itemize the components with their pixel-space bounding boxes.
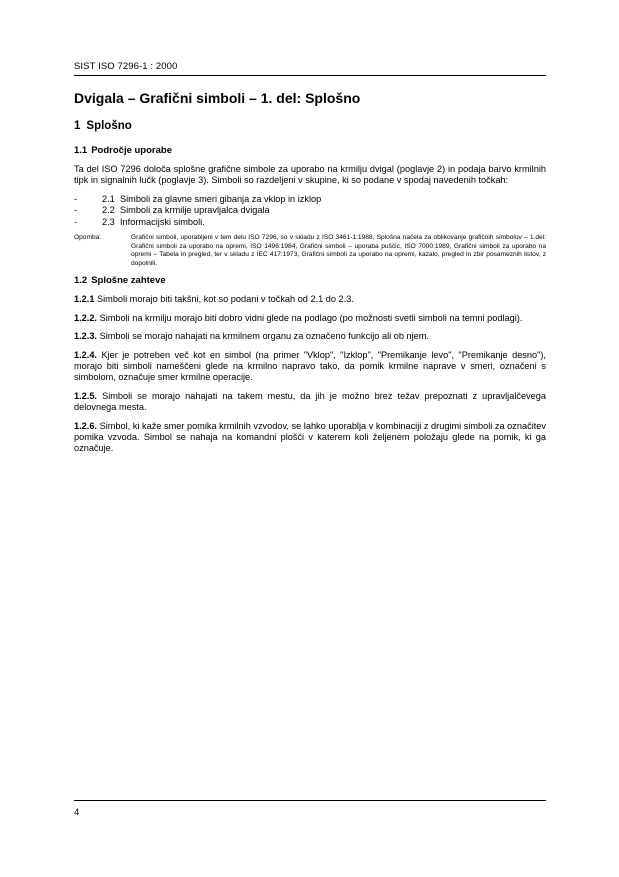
clause-number: 1.2.1 — [74, 294, 95, 305]
subsection-number: 1.2 — [74, 275, 88, 287]
running-header: SIST ISO 7296-1 : 2000 — [74, 61, 178, 72]
subsection-1-2-heading — [74, 275, 546, 287]
clause-text: Simboli se morajo nahajati na krmilnem organu za označeno funkcijo ali ob njem. — [99, 331, 429, 342]
header-divider — [74, 75, 546, 76]
subsection-number: 1.1 — [74, 145, 88, 156]
list-dash: - — [74, 193, 78, 204]
requirement-paragraph — [74, 294, 546, 305]
subsection-title: Področje uporabe — [91, 145, 172, 156]
list-item — [74, 217, 546, 228]
list-item — [74, 205, 546, 216]
clause-text: Simboli morajo biti takšni, kot so podani v točkah od 2.1 do 2.3. — [97, 294, 354, 305]
note-label: Opomba: — [74, 234, 102, 242]
requirement-paragraph — [74, 313, 546, 324]
clause-number: 1.2.3. — [74, 331, 97, 342]
note-text: Grafični simboli, uporabljeni v tem delu ISO 7296, so v skladu z ISO 3461-1:1988, Splošna načela za oblikovanje grafičnih simbolov – 1.del: Grafični simboli za uporabo na opremi, ISO 1496:1984, Grafični simboli – uporaba puščic, ISO 7000:1989, Grafični simboli za uporabo na opremi – Tabela in pregled, ter v skladu z IEC 417:1973, Grafični simboli za uporabo na opremi, kazalo, pregled in zbir posameznih listov, z dopolnili. — [131, 234, 546, 267]
list-text: Simboli za glavne smeri gibanja za vklop in izklop — [120, 193, 322, 204]
page-body — [74, 89, 546, 462]
list-dash: - — [74, 216, 78, 227]
requirement-paragraph — [74, 391, 546, 414]
section-number: 1 — [74, 120, 81, 132]
list-text: Simboli za krmilje upravljalca dvigala — [120, 205, 270, 216]
list-text: Informacijski simboli. — [120, 216, 205, 227]
clause-text: Kjer je potreben več kot en simbol (na primer "Vklop", "Izklop", "Premikanje levo", "Premikanje desno"), morajo biti simboli nameščeni glede na krmilno napravo tako, da pomik krmilne naprave v smeri, označeni s simbolom, označuje smer krmilne operacije. — [74, 349, 546, 383]
requirement-paragraph — [74, 331, 546, 342]
note-block — [74, 234, 546, 268]
document-title: Dvigala – Grafični simboli – 1. del: Splošno — [74, 90, 361, 106]
footer-divider — [74, 800, 546, 801]
list-number: 2.1 — [102, 193, 115, 204]
list-dash: - — [74, 205, 78, 216]
requirement-paragraph — [74, 421, 546, 455]
requirement-paragraph — [74, 350, 546, 384]
page-number: 4 — [74, 807, 80, 818]
clause-number: 1.2.2. — [74, 312, 97, 323]
clause-number: 1.2.5. — [74, 390, 97, 401]
clause-text: Simboli se morajo nahajati na takem mestu, da jih je možno brez težav prepoznati z upravljalčevega delovnega mesta. — [74, 390, 546, 413]
clause-number: 1.2.4. — [74, 349, 97, 360]
subsection-1-1-heading — [74, 145, 546, 157]
scope-list — [74, 194, 546, 228]
clause-text: Simboli na krmilju morajo biti dobro vidni glede na podlago (po možnosti svetli simboli na temni podlagi). — [99, 312, 523, 323]
clause-number: 1.2.6. — [74, 420, 97, 431]
subsection-title: Splošne zahteve — [91, 275, 166, 287]
list-number: 2.3 — [102, 216, 115, 227]
list-item — [74, 194, 546, 205]
section-1-heading — [74, 119, 546, 133]
clause-text: Simbol, ki kaže smer pomika krmilnih vzvodov, se lahko uporablja v kombinaciji z drugimi simboli za označitev pomika vzvoda. Simbol se nahaja na komandni plošči v katerem koli željenem položaju glede na pomik, ki ga označuje. — [74, 420, 546, 454]
scope-paragraph: Ta del ISO 7296 določa splošne grafične simbole za uporabo na krmilju dvigal (poglavje 2) in podaja barvo krmilnih tipk in signalnih lučk (poglavje 3). Simboli so razdeljeni v skupine, ki so podane v spodaj navedenih točkah: — [74, 164, 546, 186]
list-number: 2.2 — [102, 205, 115, 216]
section-title: Splošno — [86, 120, 132, 132]
